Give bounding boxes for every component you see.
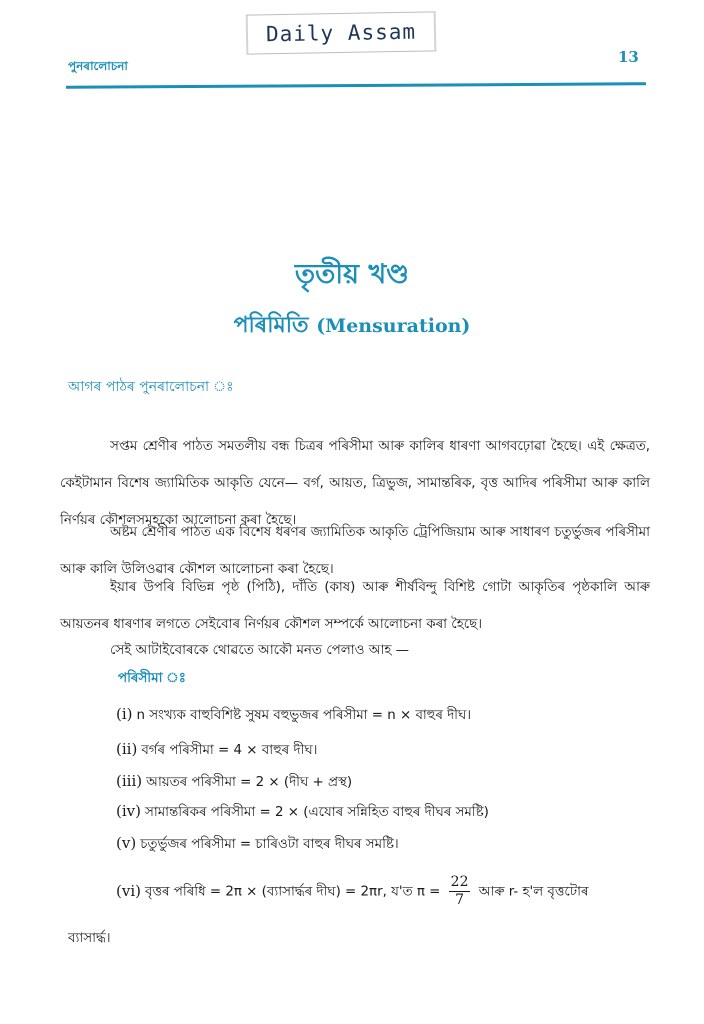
formula-number: (iv): [116, 802, 141, 820]
formula-number: (vi): [116, 881, 141, 900]
formula-vi-part2: আৰু r- হ'ল বৃত্তটোৰ: [478, 884, 589, 900]
formula-vi-part1: বৃত্তৰ পৰিধি = 2π × (ব্যাসাৰ্দ্ধৰ দীঘ) = 2πr, য'ত π =: [144, 884, 441, 900]
running-header: পুনৰালোচনা: [68, 59, 128, 73]
formula-text: চতুৰ্ভুজৰ পৰিসীমা = চাৰিওটা বাহুৰ দীঘৰ সমষ্টি।: [140, 837, 399, 852]
paragraph-3-text: ইয়াৰ উপৰি বিভিন্ন পৃষ্ঠ (পিঠি), দাঁতি (কাষ) আৰু শীৰ্ষবিন্দু বিশিষ্ট গোটা আকৃতিৰ পৃষ্ঠকালি আৰু আয়তনৰ ধাৰণাৰ লগতে সেইবোৰ নিৰ্ণয়ৰ কৌশল সম্পৰ্কে আলোচনা কৰা হৈছে।: [60, 580, 650, 632]
pi-fraction: [449, 874, 471, 909]
formula-i: [116, 705, 471, 727]
formula-vi: [116, 874, 589, 909]
formula-ii: [116, 740, 317, 762]
formula-text: সামান্তৰিকৰ পৰিসীমা = 2 × (এযোৰ সন্নিহিত বাহুৰ দীঘৰ সমষ্টি): [144, 805, 489, 820]
section-heading: আগৰ পাঠৰ পুনৰালোচনা ঃ: [68, 379, 234, 395]
paragraph-1-text: সপ্তম শ্ৰেণীৰ পাঠত সমতলীয় বন্ধ চিত্ৰৰ পৰিসীমা আৰু কালিৰ ধাৰণা আগবঢ়োৱা হৈছে। এই ক্ষেত্ৰত, কেইটামান বিশেষ জ্যামিতিক আকৃতি যেনে— বৰ্গ, আয়ত, ত্ৰিভুজ, সামান্তৰিক, বৃত্ত আদিৰ পৰিসীমা আৰু কালি নিৰ্ণয়ৰ কৌশলসমূহকো আলোচনা কৰা হৈছে।: [60, 439, 650, 528]
formula-v: [116, 834, 399, 856]
chapter-title: [0, 308, 704, 345]
perimeter-heading: পৰিসীমা ঃ: [118, 671, 186, 686]
formula-number: (i): [116, 705, 133, 723]
part-title: তৃতীয় খণ্ড: [294, 259, 410, 290]
paragraph-4: [60, 632, 650, 669]
formula-number: (v): [116, 834, 137, 852]
formula-text: বৰ্গৰ পৰিসীমা = 4 × বাহুৰ দীঘ।: [141, 743, 318, 758]
formula-iii: [116, 772, 352, 794]
page-number: 13: [618, 48, 639, 66]
formula-iv: [116, 802, 489, 824]
formula-number: (iii): [116, 772, 143, 790]
chapter-title-english: (Mensuration): [316, 315, 471, 337]
header-rule: [66, 82, 646, 89]
paragraph-4-text: সেই আটাইবোৰকে থোৱতে আকৌ মনত পেলাও আহ —: [110, 643, 410, 658]
formula-text: n সংখ্যক বাহুবিশিষ্ট সুষম বহুভুজৰ পৰিসীমা = n × বাহুৰ দীঘ।: [136, 708, 472, 723]
continuation-text: ব্যাসাৰ্দ্ধ।: [68, 931, 111, 946]
formula-number: (ii): [116, 740, 138, 758]
chapter-title-assamese: পৰিমিতি: [233, 313, 309, 338]
formula-text: আয়তৰ পৰিসীমা = 2 × (দীঘ + প্ৰস্থ): [146, 775, 353, 790]
paragraph-2-text: অষ্টম শ্ৰেণীৰ পাঠত এক বিশেষ ধৰণৰ জ্যামিতিক আকৃতি ট্ৰেপিজিয়াম আৰু সাধাৰণ চতুৰ্ভুজৰ পৰিসীমা আৰু কালি উলিওৱাৰ কৌশল আলোচনা কৰা হৈছে।: [60, 525, 650, 577]
fraction-numerator: 22: [450, 874, 469, 890]
daily-assam-stamp: Daily Assam: [246, 11, 437, 54]
fraction-denominator: 7: [455, 892, 465, 908]
